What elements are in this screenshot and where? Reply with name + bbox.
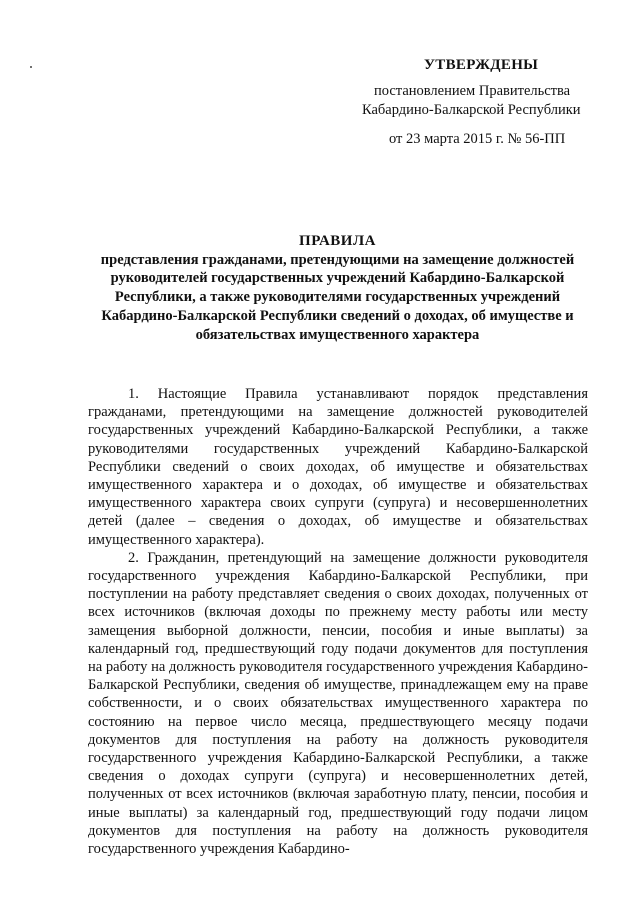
approval-date-line: от 23 марта 2015 г. № 56-ПП <box>389 131 566 147</box>
approval-heading: УТВЕРЖДЕНЫ <box>424 57 539 73</box>
paragraph-2: 2. Гражданин, претендующий на замещение должности руководителя государственного учреждения Кабардино-Балкарской Республики, при поступлении на работу представляет сведения о своих доходах, полученных от всех источников (включая доходы по прежнему месту работы или месту замещения выборной должности, пенсии, пособия и иные выплаты) за календарный год, предшествующий году подачи документов для поступления на работу на должность руководителя государственного учреждения Кабардино-Балкарской Республики, сведения об имуществе, принадлежащем ему на праве собственности, и о своих обязательствах имущественного характера по состоянию на первое число месяца, предшествующего месяцу подачи документов для поступления на работу на должность руководителя государственного учреждения Кабардино-Балкарской Республики, а также сведения о доходах супруги (супруга) и несовершеннолетних детей, полученных от всех источников (включая заработную плату, пенсии, пособия и иные выплаты) за календарный год, предшествующий году подачи лицом документов для поступления на работу на должность руководителя государственного учреждения Кабардино- <box>88 549 588 858</box>
approval-decree-line: постановлением Правительства <box>374 83 571 99</box>
document-body <box>88 385 588 858</box>
paragraph-1: 1. Настоящие Правила устанавливают порядок представления гражданами, претендующими на замещение должностей руководителей государственных учреждений Кабардино-Балкарской Республики, а также руководителями государственных учреждений Кабардино-Балкарской Республики сведений о своих доходах, об имуществе и обязательствах имущественного характера и о доходах, об имуществе и обязательствах имущественного характера своих супруги (супруга) и несовершеннолетних детей (далее – сведения о доходах, об имуществе и обязательствах имущественного характера). <box>88 386 588 548</box>
scan-speck <box>30 66 32 68</box>
approval-authority-line: Кабардино-Балкарской Республики <box>362 102 581 118</box>
document-subtitle: представления гражданами, претендующими на замещение должностей руководителей государственных учреждений Кабардино-Балкарской Республики, а также руководителями государственных учреждений Кабардино-Балкарской Республики сведений о доходах, об имуществе и обязательствах имущественного характера <box>100 251 575 343</box>
approval-stamp-block <box>360 56 610 149</box>
document-title: ПРАВИЛА <box>299 233 376 249</box>
document-title-block <box>100 232 575 344</box>
